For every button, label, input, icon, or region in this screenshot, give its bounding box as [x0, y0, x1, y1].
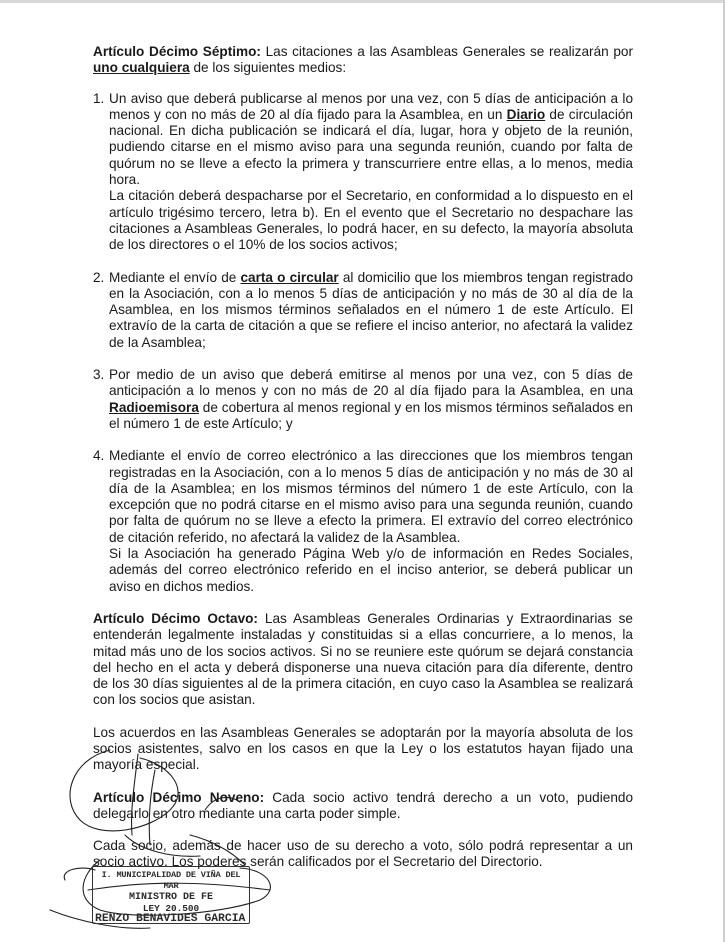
notary-stamp: I. MUNICIPALIDAD DE VIÑA DEL MAR MINISTRO DE FE LEY 20.500 RENZO BENAVIDES GARCIA [92, 866, 250, 924]
article-18: Artículo Décimo Octavo: Las Asambleas Generales Ordinarias y Extraordinarias se entenderán legalmente instaladas y constituidas si a ellas concurriere, a lo menos, la mitad más uno de los socios activos. Si no se reuniere este quórum se dejará constancia del hecho en el acta y deberá disponerse una nueva citación para día diferente, dentro de los 30 días siguientes al de la primera citación, en cuyo caso la Asamblea se realizará con los socios que asistan. [93, 610, 633, 708]
article-heading: Artículo Décimo Octavo: [93, 610, 258, 626]
article-heading: Artículo Décimo Noveno: [93, 789, 265, 805]
emphasis-underlined: uno cualquiera [93, 60, 190, 76]
list-item: 4. Mediante el envío de correo electrónico a las direcciones que los miembros tengan registradas en la Asociación, con a lo menos 5 días de anticipación y no más de 30 al día de la Asamblea; en los mismos términos del número 1 de este Artículo, con la excepción que no podrá citarse en el mismo aviso para una segunda reunión, cuando por falta de quórum no se lleve a efecto la primera. El extravío del correo electrónico de citación referido, no afectará la validez de la Asamblea. Si la Asociación ha generado Página Web y/o de información en Redes Sociales, además del correo electrónico referido en el inciso anterior, se deberá publicar un aviso en dichos medios. [93, 448, 633, 594]
emphasis-underlined: Radioemisora [109, 399, 199, 415]
list-item-paragraph: La citación deberá despacharse por el Secretario, en conformidad a lo dispuesto en el artículo trigésimo tercero, letra b). En el evento que el Secretario no despachare las citaciones a Asambleas Generales, lo podrá hacer, en su defecto, la mayoría absoluta de los directores o el 10% de los socios activos; [109, 188, 633, 253]
article-heading: Artículo Décimo Séptimo: [93, 44, 261, 59]
list-item-paragraph: Si la Asociación ha generado Página Web y/o de información en Redes Sociales, además del correo electrónico referido en el inciso anterior, se deberá publicar un aviso en dichos medios. [109, 546, 633, 594]
article-19: Artículo Décimo Noveno: Cada socio activo tendrá derecho a un voto, pudiendo delegarlo en otro mediante una carta poder simple. [93, 789, 633, 821]
list-item: 3. Por medio de un aviso que deberá emitirse al menos por una vez, con 5 días de anticipación a lo menos y con no más de 20 al día fijado para la Asamblea, en una Radioemisora de cobertura al menos regional y en los mismos términos señalados en el número 1 de este Artículo; y [93, 367, 633, 431]
article-18-paragraph: Los acuerdos en las Asambleas Generales se adoptarán por la mayoría absoluta de los socios asistentes, salvo en los casos en que la Ley o los estatutos hayan fijado una mayoría especial. [93, 724, 633, 773]
list-item: 1. Un aviso que deberá publicarse al menos por una vez, con 5 días de anticipación a lo menos y con no más de 20 al día fijado para la Asamblea, en un Diario de circulación nacional. En dicha publicación se indicará el día, lugar, hora y objeto de la reunión, pudiendo citarse en el mismo aviso para una segunda reunión, cuando por falta de quórum no se lleve a efecto la primera y transcurriere entre ellas, a lo menos, media hora. La citación deberá despacharse por el Secretario, en conformidad a lo dispuesto en el artículo trigésimo tercero, letra b). En el evento que el Secretario no despachare las citaciones a Asambleas Generales, lo podrá hacer, en su defecto, la mayoría absoluta de los directores o el 10% de los socios activos; [93, 90, 633, 253]
citation-means-list [93, 91, 633, 595]
list-item: 2. Mediante el envío de carta o circular al domicilio que los miembros tengan registrado en la Asociación, con a lo menos 5 días de anticipación y no más de 30 al día de la Asamblea, en los mismos términos señalados en el número 1 de este Artículo. El extravío de la carta de citación a que se refiere el inciso anterior, no afectará la validez de la Asamblea; [93, 269, 633, 350]
emphasis-underlined: Diario [506, 106, 546, 122]
article-17-intro: Artículo Décimo Séptimo: Las citaciones a las Asambleas Generales se realizarán por uno cualquiera de los siguientes medios: [93, 44, 633, 76]
emphasis-underlined: carta o circular [240, 269, 339, 285]
document-page [93, 44, 633, 887]
scan-edge [0, 0, 725, 3]
article-19-paragraph: Cada socio, además de hacer uso de su derecho a voto, sólo podrá representar a un socio activo. Los poderes serán calificados por el Secretario del Directorio. [93, 838, 633, 870]
